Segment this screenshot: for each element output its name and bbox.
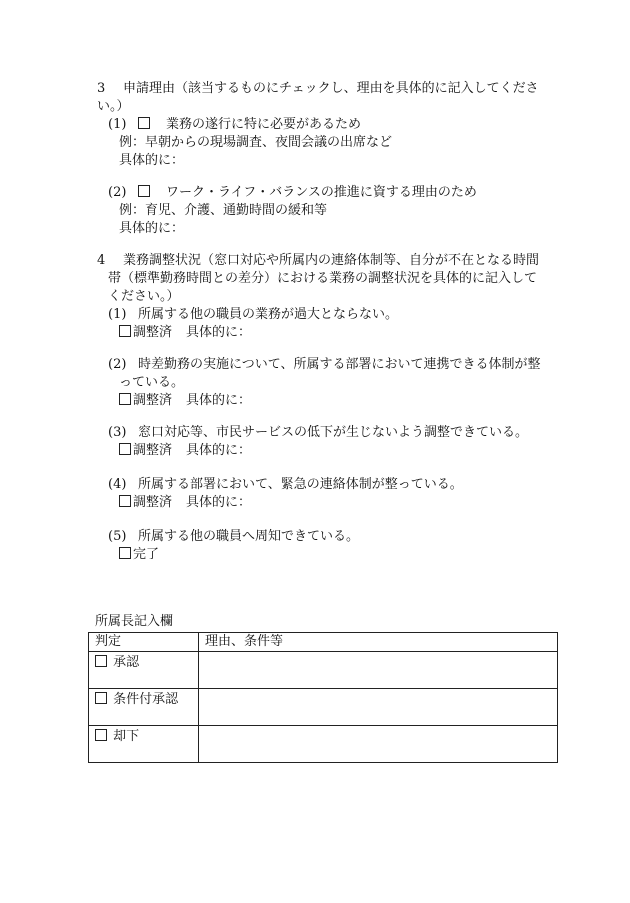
section4-item3-text: 窓口対応等、市民サービスの低下が生じないよう調整できている。 bbox=[138, 425, 529, 440]
section4-item5-check bbox=[119, 546, 159, 564]
section4-item2 bbox=[108, 356, 540, 374]
section4-item5-checkbox[interactable] bbox=[119, 547, 131, 559]
approval-header-row bbox=[89, 633, 558, 652]
approval-decision-approve bbox=[89, 652, 199, 689]
section3-heading-line2: い。） bbox=[97, 99, 130, 114]
approval-reason-reject[interactable] bbox=[199, 726, 558, 763]
section3-item2-label: ワーク・ライフ・バランスの推進に資する理由のため bbox=[166, 185, 477, 200]
section4-item3 bbox=[108, 424, 528, 442]
section4-item4-check bbox=[119, 494, 251, 512]
section4-item1-check-label: 調整済 bbox=[133, 325, 173, 340]
approval-header-decision: 判定 bbox=[89, 633, 199, 652]
reject-checkbox[interactable] bbox=[95, 729, 107, 741]
conditional-approve-label: 条件付承認 bbox=[113, 692, 179, 707]
section3-item1-example: 例：早朝からの現場調査、夜間会議の出席など bbox=[119, 135, 393, 150]
section4-item5 bbox=[108, 528, 359, 546]
section4-item3-check bbox=[119, 442, 251, 460]
section4-item1-detail: 具体的に： bbox=[186, 325, 252, 340]
section4-heading-line1: 業務調整状況（窓口対応や所属内の連絡体制等、自分が不在となる時間 bbox=[123, 253, 540, 268]
section4-item4-checkbox[interactable] bbox=[119, 495, 131, 507]
section4-heading-line2: 帯（標準勤務時間との差分）における業務の調整状況を具体的に記入して bbox=[108, 271, 538, 286]
section4-item2-text-line1: 時差勤務の実施について、所属する部署において連携できる体制が整 bbox=[138, 357, 541, 372]
approval-reason-approve[interactable] bbox=[199, 652, 558, 689]
section4-item3-check-label: 調整済 bbox=[133, 443, 173, 458]
section3-item1-number: (1) bbox=[108, 117, 127, 132]
section4-item2-detail: 具体的に： bbox=[186, 393, 252, 408]
approval-decision-conditional bbox=[89, 689, 199, 726]
section4-item2-check-label: 調整済 bbox=[133, 393, 173, 408]
section4-item2-check bbox=[119, 392, 251, 410]
approval-header-reason: 理由、条件等 bbox=[199, 633, 558, 652]
section3-item1-checkbox[interactable] bbox=[138, 117, 150, 129]
section3-item1 bbox=[108, 116, 361, 134]
section3-item2-checkbox[interactable] bbox=[138, 185, 150, 197]
section4-item1-text: 所属する他の職員の業務が過大とならない。 bbox=[138, 307, 399, 322]
section4-item4-number: (4) bbox=[108, 477, 127, 492]
section4-item3-checkbox[interactable] bbox=[119, 443, 131, 455]
section4-item3-number: (3) bbox=[108, 425, 127, 440]
section4-item5-check-label: 完了 bbox=[133, 547, 160, 562]
section4-item2-number: (2) bbox=[108, 357, 127, 372]
approve-checkbox[interactable] bbox=[95, 655, 107, 667]
approval-reason-conditional[interactable] bbox=[199, 689, 558, 726]
approval-decision-reject bbox=[89, 726, 199, 763]
section4-item5-number: (5) bbox=[108, 529, 127, 544]
section3-item2-example: 例：育児、介護、通勤時間の緩和等 bbox=[119, 203, 328, 218]
section3-number: 3 bbox=[97, 81, 106, 96]
section4-item4 bbox=[108, 476, 463, 494]
section3-item2 bbox=[108, 184, 477, 202]
section3-item1-label: 業務の遂行に特に必要があるため bbox=[166, 117, 362, 132]
section4-heading-line3: ください。） bbox=[108, 289, 180, 304]
section3-heading bbox=[97, 80, 539, 98]
section4-item4-detail: 具体的に： bbox=[186, 495, 252, 510]
reject-label: 却下 bbox=[113, 729, 140, 744]
section3-item1-detail: 具体的に： bbox=[119, 153, 185, 168]
section4-item1-number: (1) bbox=[108, 307, 127, 322]
section4-item4-check-label: 調整済 bbox=[133, 495, 173, 510]
section4-heading bbox=[97, 252, 539, 270]
section3-item2-number: (2) bbox=[108, 185, 127, 200]
approval-table bbox=[88, 632, 558, 763]
section4-item1-check bbox=[119, 324, 251, 342]
section4-item3-detail: 具体的に： bbox=[186, 443, 252, 458]
section4-item4-text: 所属する部署において、緊急の連絡体制が整っている。 bbox=[138, 477, 463, 492]
section4-item2-checkbox[interactable] bbox=[119, 393, 131, 405]
section4-number: 4 bbox=[97, 253, 106, 268]
section4-item2-text-line2: っている。 bbox=[119, 375, 185, 390]
conditional-approve-checkbox[interactable] bbox=[95, 692, 107, 704]
approval-row-approve bbox=[89, 652, 558, 689]
section4-item1 bbox=[108, 306, 398, 324]
approval-row-conditional bbox=[89, 689, 558, 726]
approve-label: 承認 bbox=[113, 655, 140, 670]
approval-row-reject bbox=[89, 726, 558, 763]
section4-item5-text: 所属する他の職員へ周知できている。 bbox=[138, 529, 360, 544]
approval-title: 所属長記入欄 bbox=[95, 614, 174, 629]
section4-item1-checkbox[interactable] bbox=[119, 325, 131, 337]
section3-item2-detail: 具体的に： bbox=[119, 221, 185, 236]
section3-heading-line1: 申請理由（該当するものにチェックし、理由を具体的に記入してくださ bbox=[123, 81, 539, 96]
